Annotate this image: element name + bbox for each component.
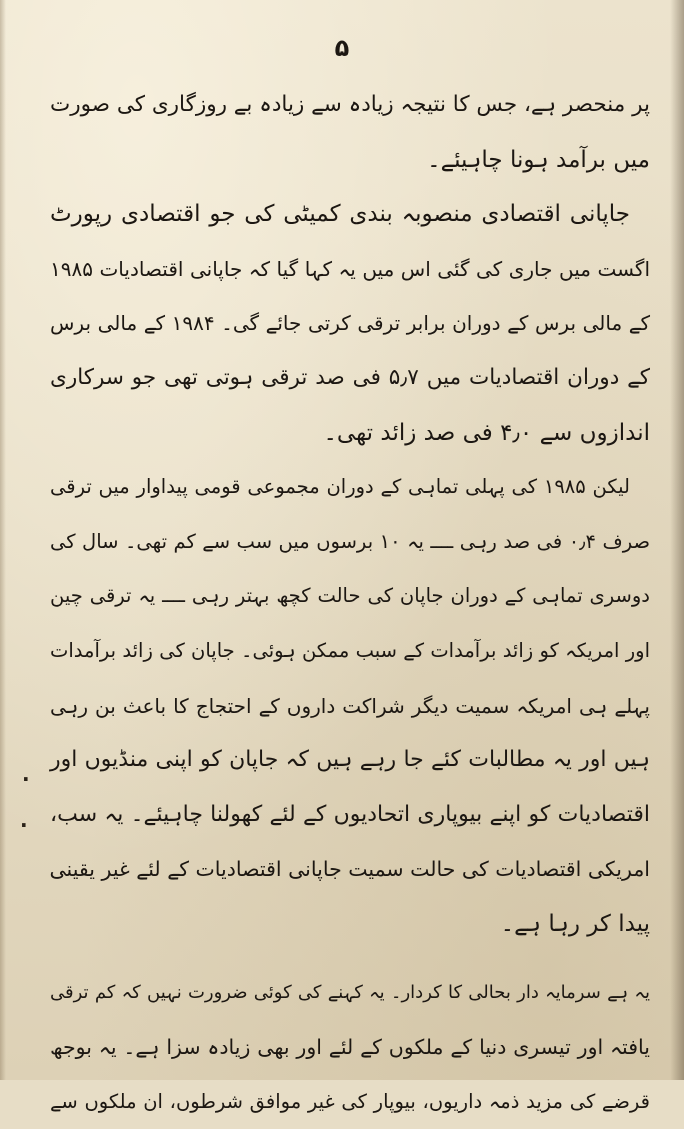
page-left-shadow (0, 0, 6, 1080)
text-line: اگست میں جاری کی گئی اس میں یہ کہا گیا کہ جاپانی اقتصادیات ۱۹۸۵ (50, 256, 650, 281)
text-line: پیدا کر رہا ہے۔ (500, 910, 650, 937)
text-line: کے دوران اقتصادیات میں ۵٫۷ فی صد ترقی ہوتی تھی جو سرکاری (50, 364, 650, 390)
text-line: قرضے کی مزید ذمہ داریوں، بیوپار کی غیر موافق شرطوں، ان ملکوں سے (50, 1089, 650, 1113)
text-line: صرف ۰٫۴ فی صد رہی ــــ یہ ۱۰ برسوں میں سب سے کم تھی۔ سال کی (50, 529, 651, 553)
page-number: ۵ (334, 34, 350, 62)
text-line: ہیں اور یہ مطالبات کئے جا رہے ہیں کہ جاپان کو اپنی منڈیوں اور (50, 747, 650, 773)
margin-mark: . (22, 762, 30, 786)
text-line: میں برآمد ہونا چاہیئے۔ (427, 146, 650, 173)
text-line: کے مالی برس کے دوران برابر ترقی کرتی جائے گی۔ ۱۹۸۴ کے مالی برس (50, 311, 650, 336)
text-line: پہلے ہی امریکہ سمیت دیگر شراکت داروں کے احتجاج کا باعث بن رہی (50, 693, 650, 718)
text-line: امریکی اقتصادیات کی حالت سمیت جاپانی اقتصادیات کے لئے غیر یقینی (49, 857, 650, 882)
margin-mark: . (20, 808, 28, 832)
text-line: لیکن ۱۹۸۵ کی پہلی تماہی کے دوران مجموعی قومی پیداوار میں ترقی (50, 475, 630, 499)
text-line: دوسری تماہی کے دوران جاپان کی حالت کچھ بہتر رہی ــــ یہ ترقی چین (50, 584, 650, 608)
text-line: یہ ہے سرمایہ دار بحالی کا کردار۔ یہ کہنے کی کوئی ضرورت نہیں کہ کم ترقی (50, 981, 650, 1003)
text-line: جاپانی اقتصادی منصوبہ بندی کمیٹی کی جو اقتصادی رپورٹ (50, 201, 630, 228)
text-line: اقتصادیات کو اپنے بیوپاری اتحادیوں کے لئے کھولنا چاہیئے۔ یہ سب، (50, 801, 650, 827)
text-line: اندازوں سے ۴٫۰ فی صد زائد تھی۔ (323, 419, 650, 446)
body-text (50, 78, 650, 1129)
text-line: یافتہ اور تیسری دنیا کے ملکوں کے لئے اور بھی زیادہ سزا ہے۔ یہ بوجھ (50, 1035, 650, 1060)
text-line: پر منحصر ہے، جس کا نتیجہ زیادہ سے زیادہ بے روزگاری کی صورت (50, 92, 650, 117)
page-binding-shadow (670, 0, 684, 1080)
text-line: اور امریکہ کو زائد برآمدات کے سبب ممکن ہوئی۔ جاپان کی زائد برآمدات (50, 638, 650, 662)
